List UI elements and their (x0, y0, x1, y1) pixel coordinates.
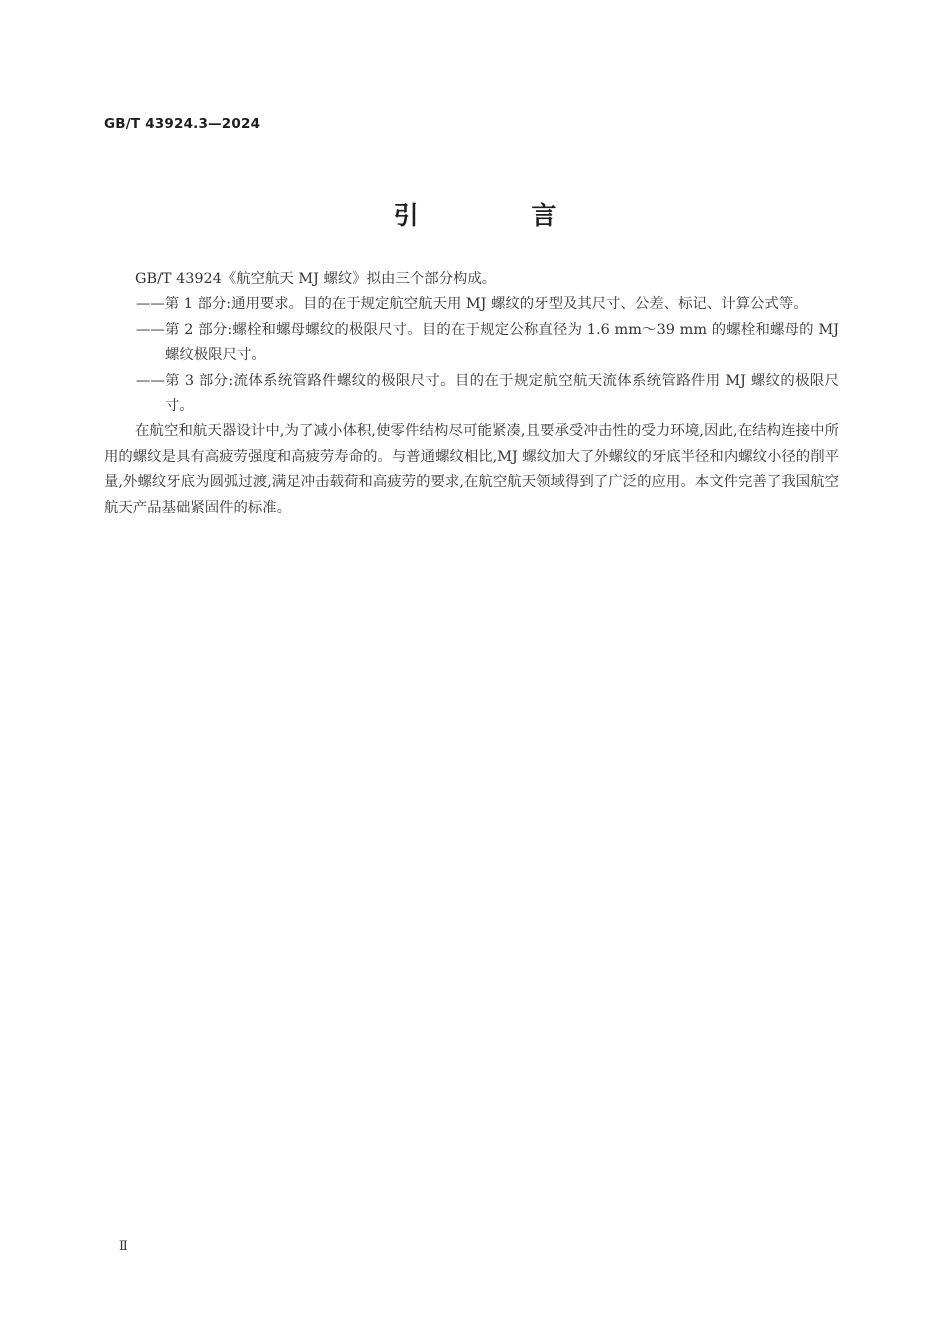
body-paragraph: 在航空和航天器设计中,为了减小体积,使零件结构尽可能紧凑,且要承受冲击性的受力环境,因此,在结构连接中所用的螺纹是具有高疲劳强度和高疲劳寿命的。与普通螺纹相比,MJ 螺纹加大了外螺纹的牙底半径和内螺纹小径的削平量,外螺纹牙底为圆弧过渡,满足冲击载荷和高疲劳的要求,在航空航天领域得到了广泛的应用。本文件完善了我国航空航天产品基础紧固件的标准。 (104, 423, 839, 516)
section-title: 引 言 (393, 201, 609, 230)
list-item-part-2: ——第 2 部分:螺栓和螺母螺纹的极限尺寸。目的在于规定公称直径为 1.6 mm～39 mm 的螺栓和螺母的 MJ 螺纹极限尺寸。 (136, 321, 839, 364)
intro-paragraph: GB/T 43924《航空航天 MJ 螺纹》拟由三个部分构成。 (135, 271, 497, 287)
body-text (104, 267, 839, 521)
list-item-part-3: ——第 3 部分:流体系统管路件螺纹的极限尺寸。目的在于规定航空航天流体系统管路件用 MJ 螺纹的极限尺寸。 (136, 372, 839, 415)
page-number: Ⅱ (119, 1239, 128, 1254)
list-item-part-1: ——第 1 部分:通用要求。目的在于规定航空航天用 MJ 螺纹的牙型及其尺寸、公差、标记、计算公式等。 (136, 296, 808, 313)
standard-number: GB/T 43924.3—2024 (104, 116, 261, 132)
